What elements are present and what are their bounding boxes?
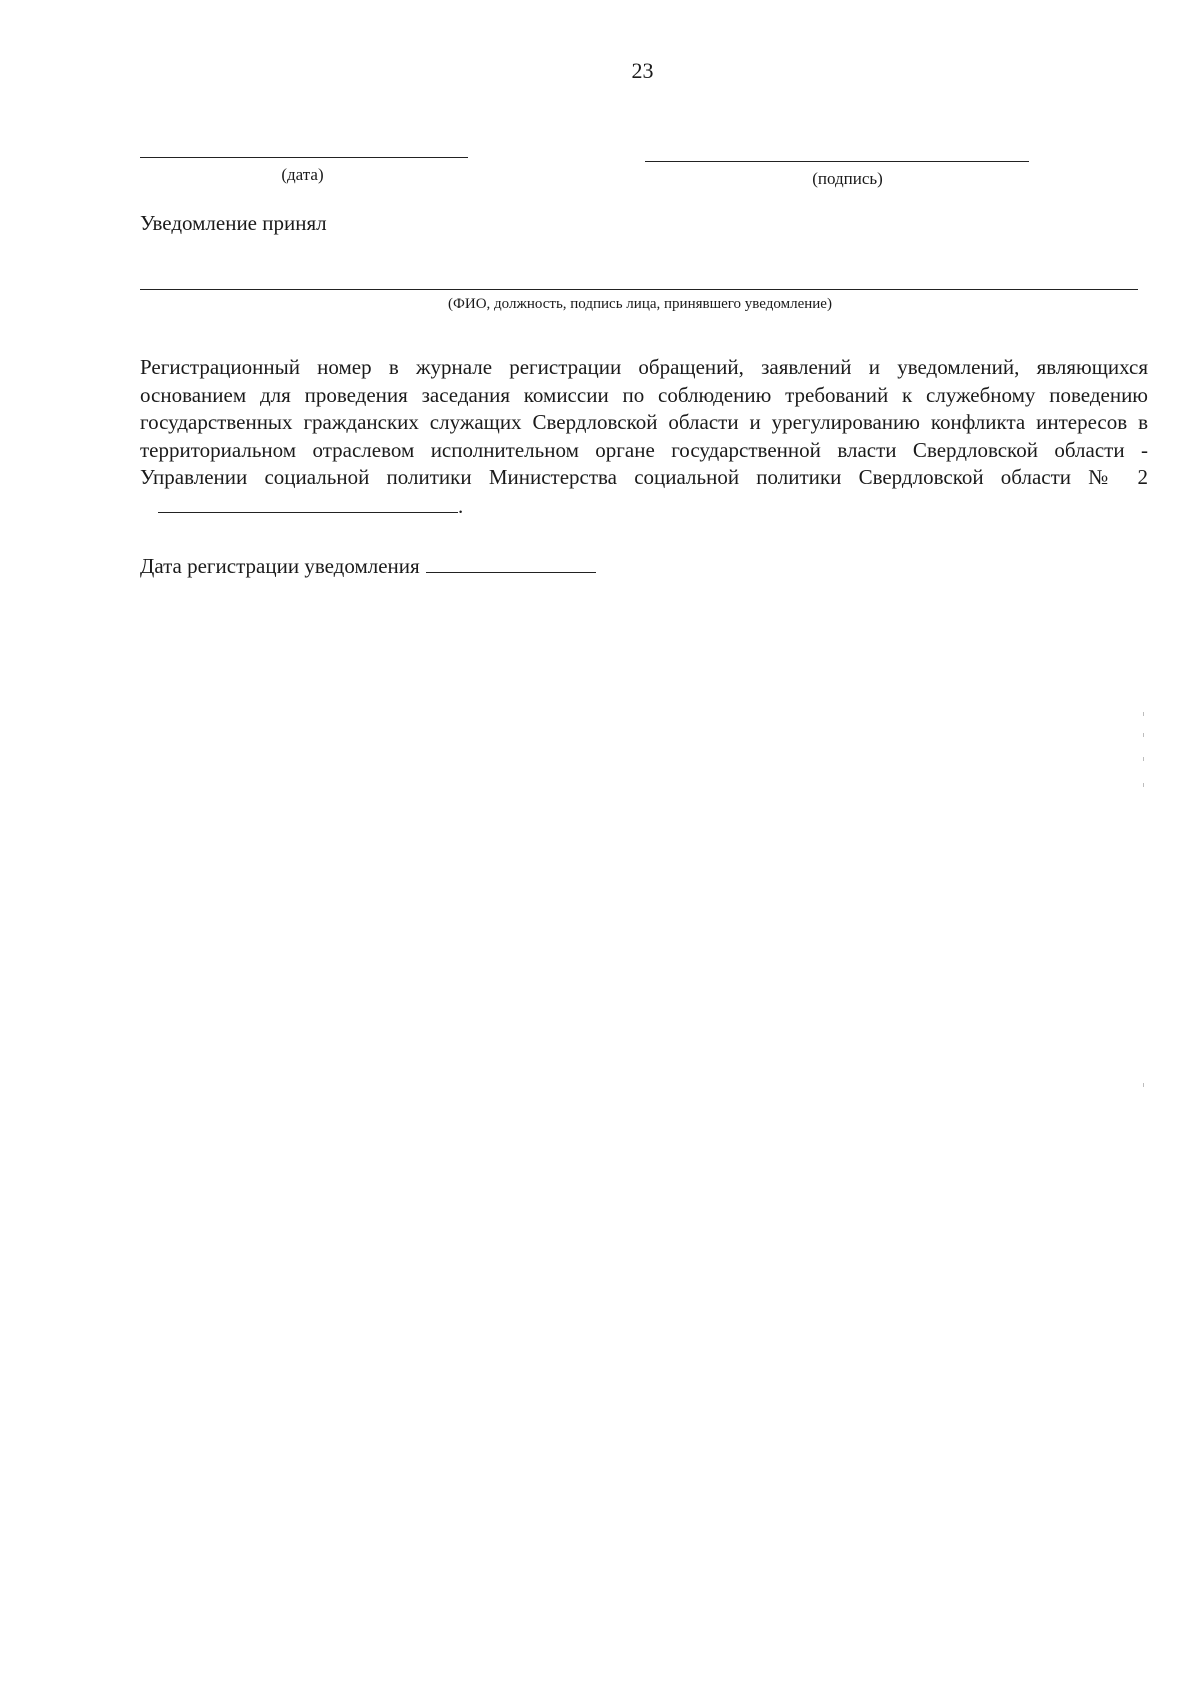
receiver-caption: (ФИО, должность, подпись лица, принявшего уведомление)	[448, 296, 832, 312]
registration-date-row	[140, 552, 596, 579]
page-number: 23	[631, 58, 654, 83]
notice-received-label: Уведомление принял	[140, 211, 327, 235]
receiver-line	[140, 289, 1138, 290]
date-caption: (дата)	[281, 165, 324, 184]
scan-speck	[1143, 712, 1144, 716]
registration-date-blank	[426, 552, 596, 573]
signature-line	[645, 161, 1029, 162]
scan-speck	[1143, 733, 1144, 737]
registration-number-blank	[158, 492, 458, 513]
date-line	[140, 157, 468, 158]
registration-date-label: Дата регистрации уведомления	[140, 554, 420, 578]
signature-caption: (подпись)	[812, 169, 883, 188]
registration-paragraph	[140, 354, 1148, 520]
registration-end-mark: .	[458, 493, 464, 518]
scan-speck	[1143, 757, 1144, 761]
registration-text: Регистрационный номер в журнале регистрации обращений, заявлений и уведомлений, являющихся основанием для проведения заседания комиссии по соблюдению требований к служебному поведению государственных гражданских служащих Свердловской области и урегулированию конфликта интересов в территориальном отраслевом исполнительном органе государственной власти Свердловской области - Управлении социальной политики Министерства социальной политики Свердловской области № 2	[140, 355, 1148, 489]
scan-speck	[1143, 1083, 1144, 1087]
scan-speck	[1143, 783, 1144, 787]
